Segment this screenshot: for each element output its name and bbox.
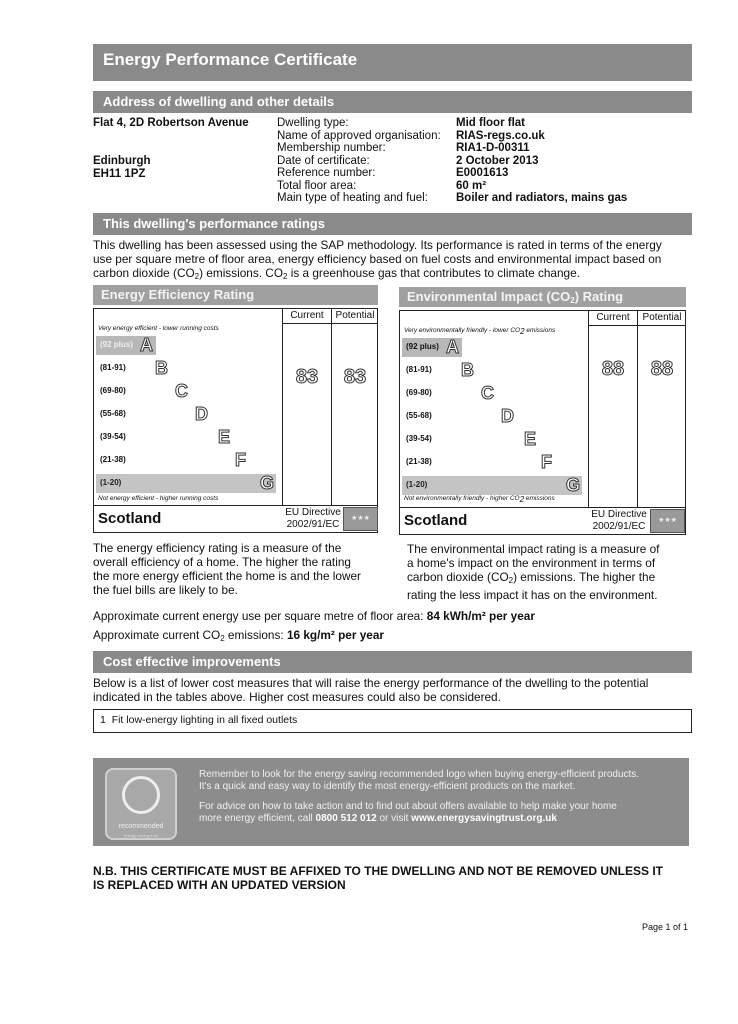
ei-band-range: (69-80) bbox=[406, 388, 432, 397]
ei-col-divider bbox=[588, 311, 589, 508]
ee-region: Scotland bbox=[98, 510, 162, 527]
est-text-2: For advice on how to take action and to find out about offers available to help make your home more energy efficient, call 0800 512 012 or visit www.energysavingtrust.org.uk bbox=[199, 801, 617, 824]
ei-band-letter: C bbox=[481, 383, 494, 403]
detail-value: E0001613 bbox=[456, 167, 509, 179]
ei-band-range: (1-20) bbox=[406, 480, 428, 489]
detail-label: Total floor area: bbox=[277, 179, 357, 192]
ee-band-letter: G bbox=[260, 473, 275, 493]
ei-region: Scotland bbox=[404, 512, 468, 529]
ee-col-current: Current bbox=[283, 309, 331, 324]
co2-emissions-line: Approximate current $CO_2$ emissions: 16 kg/m² per year bbox=[93, 628, 384, 643]
ee-band-e bbox=[96, 428, 234, 447]
ei-potential-value: 88 bbox=[650, 358, 674, 380]
ei-band-letter: B bbox=[461, 360, 474, 380]
ee-band-letter: C bbox=[175, 381, 188, 401]
improvement-item: 1 Fit low-energy lighting in all fixed outlets bbox=[93, 709, 692, 733]
ee-band-range: (69-80) bbox=[100, 386, 126, 395]
detail-label: Date of certificate: bbox=[277, 154, 370, 167]
ei-band-a bbox=[402, 338, 462, 357]
detail-label: Dwelling type: bbox=[277, 117, 349, 129]
ee-col-divider bbox=[282, 309, 283, 506]
eu-flag-icon: ★★★ bbox=[343, 507, 378, 531]
detail-value: 60 m² bbox=[456, 179, 487, 192]
ei-band-letter: F bbox=[541, 452, 552, 472]
certificate-title: Energy Performance Certificate bbox=[93, 44, 692, 81]
ei-band-letter: G bbox=[566, 475, 581, 495]
ei-band-g bbox=[402, 476, 582, 495]
ee-band-b bbox=[96, 359, 171, 378]
energy-saving-trust-banner bbox=[93, 758, 689, 846]
performance-line: carbon dioxide $(CO_2)$ emissions. $CO_2$ is a greenhouse gas that contributes to climate change. bbox=[93, 266, 580, 281]
ei-band-range: (92 plus) bbox=[406, 342, 439, 351]
detail-label: Main type of heating and fuel: bbox=[277, 192, 428, 204]
ei-band-letter: E bbox=[524, 429, 537, 449]
ee-col-divider bbox=[331, 309, 332, 506]
ee-band-g bbox=[96, 474, 276, 493]
ee-description: The energy efficiency rating is a measure of the overall efficiency of a home. The higher the rating the more energy efficient the home is and the lower the fuel bills are likely to be. bbox=[93, 541, 361, 597]
ee-band-range: (92 plus) bbox=[100, 340, 133, 349]
ee-rating-title: Energy Efficiency Rating bbox=[93, 285, 378, 305]
address-line1: Flat 4, 2D Robertson Avenue bbox=[93, 117, 249, 129]
detail-value: RIAS-regs.co.uk bbox=[456, 129, 545, 142]
ei-rating-chart bbox=[399, 310, 686, 535]
ei-current-value: 88 bbox=[601, 358, 625, 380]
ei-band-range: (21-38) bbox=[406, 457, 432, 466]
nb-notice: N.B. THIS CERTIFICATE MUST BE AFFIXED TO THE DWELLING AND NOT BE REMOVED UNLESS IT IS REPLACED WITH AN UPDATED VERSION bbox=[93, 864, 664, 892]
ee-top-note: Very energy efficient - lower running costs bbox=[98, 325, 219, 332]
ee-band-f bbox=[96, 451, 251, 470]
ee-band-letter: B bbox=[155, 358, 168, 378]
ee-band-d bbox=[96, 405, 211, 424]
ee-col-potential: Potential bbox=[332, 309, 378, 324]
detail-label: Membership number: bbox=[277, 142, 386, 154]
ee-band-range: (21-38) bbox=[100, 455, 126, 464]
ei-band-letter: A bbox=[446, 337, 459, 357]
ei-bottom-note: Not environmentally friendly - higher $CO_2$ emissions bbox=[404, 495, 555, 504]
ee-current-value: 83 bbox=[295, 366, 319, 388]
est-website-link[interactable]: www.energysavingtrust.org.uk bbox=[411, 813, 557, 824]
details-values bbox=[456, 117, 627, 205]
ee-band-c bbox=[96, 382, 191, 401]
improvements-description: Below is a list of lower cost measures that will raise the energy performance of the dwelling to the potential indicated in the tables above. Higher cost measures could also be considered. bbox=[93, 676, 649, 704]
ei-band-range: (39-54) bbox=[406, 434, 432, 443]
ei-description: The environmental impact rating is a measure of a home's impact on the environment in terms of carbon dioxide $(CO_2)$ emissions. The higher the rating the less impact it has on the environment. bbox=[407, 542, 660, 602]
ei-col-divider bbox=[637, 311, 638, 508]
ee-band-letter: E bbox=[218, 427, 231, 447]
page-number: Page 1 of 1 bbox=[642, 922, 689, 932]
section-performance-header: This dwelling's performance ratings bbox=[93, 213, 692, 235]
detail-value: RIA1-D-00311 bbox=[456, 142, 530, 154]
details-labels bbox=[277, 117, 441, 205]
detail-value: Mid floor flat bbox=[456, 117, 525, 129]
ei-band-letter: D bbox=[501, 406, 514, 426]
ee-band-letter: A bbox=[140, 335, 153, 355]
ei-top-note: Very environmentally friendly - lower $CO_2$ emissions bbox=[404, 327, 556, 336]
ee-band-range: (81-91) bbox=[100, 363, 126, 372]
ei-band-c bbox=[402, 384, 497, 403]
performance-description bbox=[93, 238, 693, 284]
ei-band-f bbox=[402, 453, 557, 472]
ei-footer bbox=[400, 507, 685, 534]
energy-use-line: Approximate current energy use per square metre of floor area: 84 kWh/m² per year bbox=[93, 609, 535, 623]
ee-band-range: (1-20) bbox=[100, 478, 122, 487]
ee-bottom-note: Not energy efficient - higher running costs bbox=[98, 495, 219, 502]
ei-band-range: (81-91) bbox=[406, 365, 432, 374]
section-address-header: Address of dwelling and other details bbox=[93, 91, 692, 113]
ei-band-d bbox=[402, 407, 517, 426]
ei-col-potential: Potential bbox=[638, 311, 686, 326]
detail-value: Boiler and radiators, mains gas bbox=[456, 192, 628, 204]
ee-footer bbox=[94, 505, 377, 532]
ei-band-e bbox=[402, 430, 540, 449]
section-improvements-header: Cost effective improvements bbox=[93, 651, 692, 673]
ei-band-range: (55-68) bbox=[406, 411, 432, 420]
detail-label: Reference number: bbox=[277, 167, 376, 179]
energy-saving-recommended-logo: recommended energy saving trust bbox=[105, 768, 177, 840]
address-postcode: EH11 1PZ bbox=[93, 168, 146, 180]
ei-rating-title: Environmental Impact $(CO_2)$ Rating bbox=[399, 287, 686, 307]
ei-band-b bbox=[402, 361, 477, 380]
ee-rating-chart bbox=[93, 308, 378, 533]
eu-flag-icon: ★★★ bbox=[650, 509, 685, 533]
ee-potential-value: 83 bbox=[343, 366, 367, 388]
recommended-logo-icon bbox=[122, 776, 160, 814]
ee-band-letter: D bbox=[195, 404, 208, 424]
ee-band-letter: F bbox=[235, 450, 246, 470]
detail-value: 2 October 2013 bbox=[456, 154, 539, 167]
ei-directive: EU Directive 2002/91/EC bbox=[591, 509, 647, 532]
est-text-1: Remember to look for the energy saving recommended logo when buying energy-efficient products. It's a quick and easy way to identify the most energy-efficient products on the market. bbox=[199, 769, 640, 792]
ee-directive: EU Directive 2002/91/EC bbox=[285, 507, 341, 530]
ee-band-a bbox=[96, 336, 156, 355]
detail-label: Name of approved organisation: bbox=[277, 129, 441, 142]
performance-line: use per square metre of floor area, energy efficiency based on fuel costs and environmental impact based on bbox=[93, 252, 662, 266]
performance-line: This dwelling has been assessed using the SAP methodology. Its performance is rated in terms of the energy bbox=[93, 238, 662, 252]
address-city: Edinburgh bbox=[93, 155, 151, 167]
ei-col-current: Current bbox=[589, 311, 637, 326]
ee-band-range: (55-68) bbox=[100, 409, 126, 418]
ee-band-range: (39-54) bbox=[100, 432, 126, 441]
